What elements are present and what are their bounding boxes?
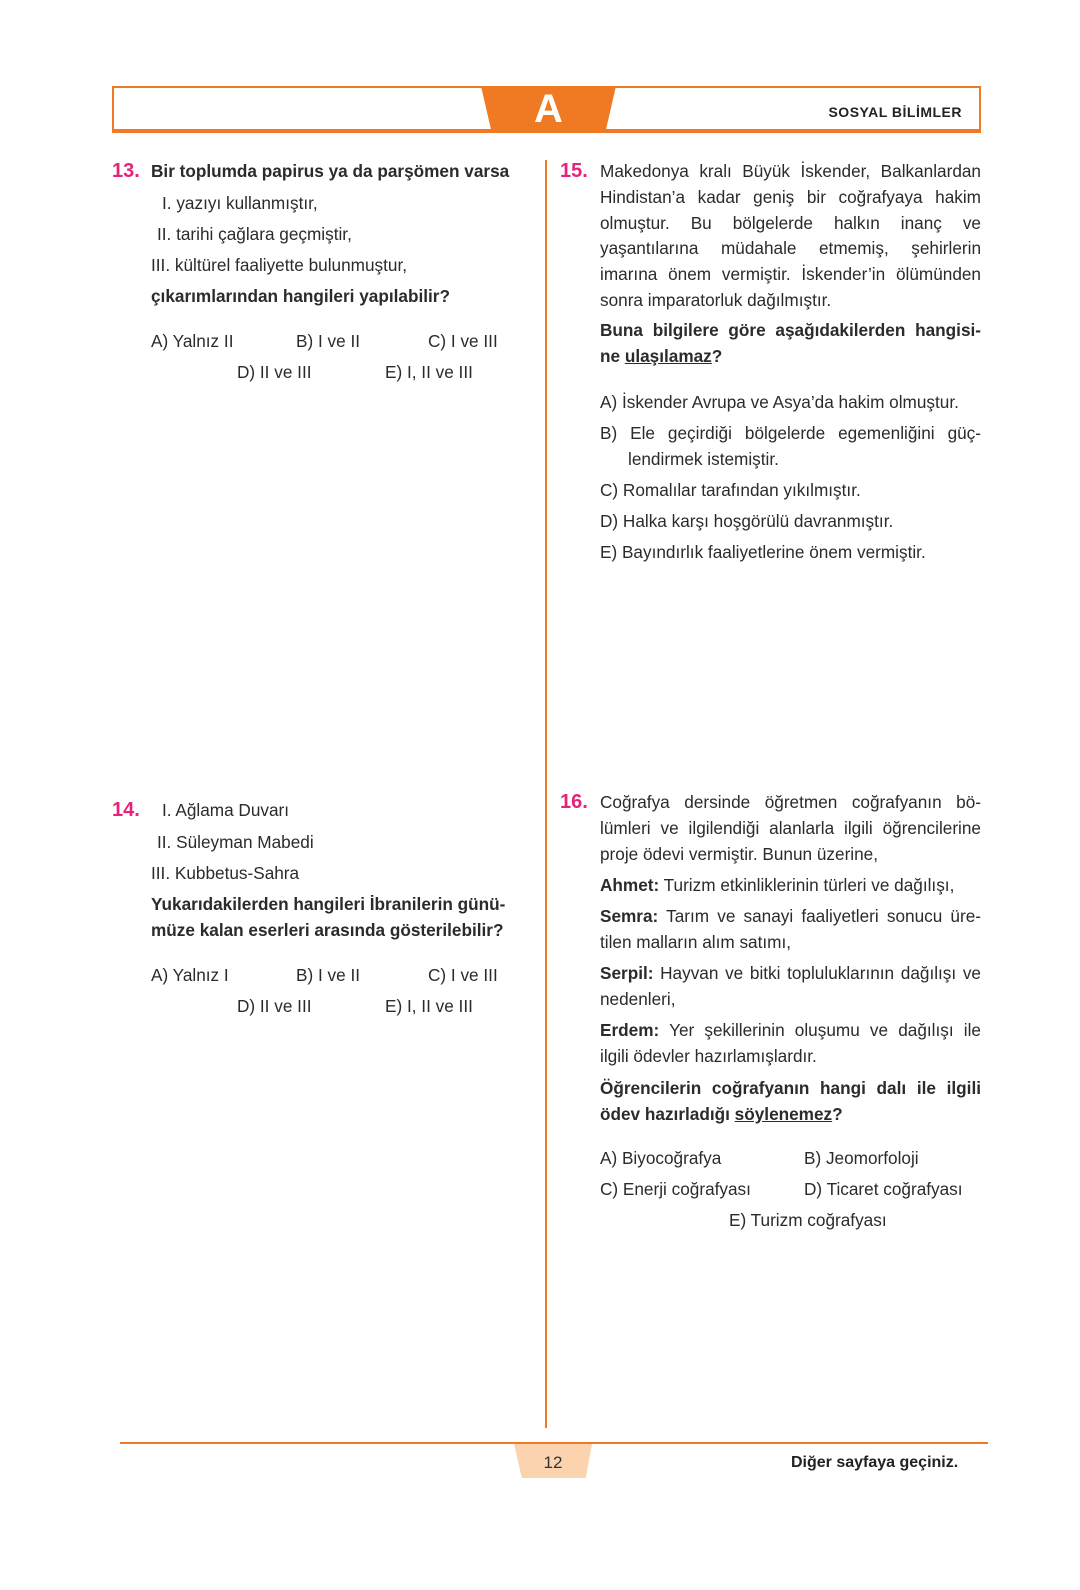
intro-line: lümleri ve ilgilendiği alanlarla ilgili öğrencilerine (600, 817, 981, 838)
option-a[interactable]: A) Yalnız I (151, 965, 229, 985)
option-e[interactable]: E) Turizm coğrafyası (729, 1210, 887, 1230)
option-b[interactable] (600, 421, 981, 473)
option-e[interactable]: E) Bayındırlık faaliyetlerine önem vermiştir. (600, 542, 926, 562)
option-e[interactable]: E) I, II ve III (385, 362, 473, 382)
option-b[interactable]: B) Jeomorfoloji (804, 1148, 919, 1168)
student-topic: Hayvan ve bitki topluluklarının dağılışı ve (653, 963, 981, 983)
student-semra (600, 904, 981, 956)
prompt-text: ? (711, 345, 723, 366)
student-line: nedenleri, (600, 988, 676, 1009)
student-line (600, 1018, 981, 1044)
student-line: tilen malların alım satımı, (600, 931, 792, 952)
student-name: Ahmet: (600, 875, 660, 895)
statement-item: II. tarihi çağlara geçmiştir, (157, 224, 352, 244)
option-c[interactable]: C) I ve III (428, 331, 498, 351)
option-a[interactable]: A) Biyocoğrafya (600, 1148, 722, 1168)
passage-line: olmuştur. Bu bölgelerde halkın inanç ve (600, 212, 981, 233)
option-b-line1: B) Ele geçirdiği bölgelerde egemenliğini güç- (600, 423, 981, 443)
option-d[interactable]: D) II ve III (237, 996, 312, 1016)
question-passage (600, 159, 981, 314)
student-ahmet (600, 873, 954, 899)
student-line: ilgili ödevler hazırlamışlardır. (600, 1045, 817, 1066)
question-number: 13. (112, 160, 140, 182)
student-erdem (600, 1018, 981, 1070)
question-number: 15. (560, 160, 588, 182)
option-e[interactable]: E) I, II ve III (385, 996, 473, 1016)
prompt-text: ödev hazırladığı (600, 1103, 735, 1124)
question-stem: Bir toplumda papirus ya da parşömen varsa (151, 161, 510, 181)
option-c[interactable]: C) Romalılar tarafından yıkılmıştır. (600, 480, 861, 500)
emphasis-word: söylenemez (734, 1103, 833, 1124)
prompt-text: ne (600, 345, 625, 366)
question-number: 14. (112, 799, 140, 821)
passage-line: Makedonya kralı Büyük İskender, Balkanlardan (600, 161, 981, 181)
page-number: 12 (543, 1453, 563, 1472)
question-prompt (600, 318, 981, 370)
statement-item: II. Süleyman Mabedi (157, 832, 314, 852)
prompt-line: Buna bilgilere göre aşağıdakilerden hangisi- (600, 320, 981, 340)
prompt-text: ? (832, 1103, 843, 1124)
student-topic: Yer şekillerinin oluşumu ve dağılışı ile (659, 1020, 981, 1040)
question-prompt (600, 1076, 981, 1128)
option-c[interactable]: C) I ve III (428, 965, 498, 985)
booklet-letter: A (534, 87, 563, 131)
question-prompt: çıkarımlarından hangileri yapılabilir? (151, 286, 450, 306)
option-d[interactable]: D) Ticaret coğrafyası (804, 1179, 963, 1199)
intro-line: proje ödevi vermiştir. Bunun üzerine, (600, 843, 879, 864)
option-d[interactable]: D) Halka karşı hoşgörülü davranmıştır. (600, 511, 894, 531)
student-line (600, 904, 981, 930)
student-line (600, 961, 981, 987)
student-serpil (600, 961, 981, 1013)
passage-line: yaşantılarına müdahale etmemiş, şehirlerin (600, 238, 981, 259)
prompt-line: Öğrencilerin coğrafyanın hangi dalı ile ilgili (600, 1078, 981, 1098)
student-topic: Turizm etkinliklerinin türleri ve dağılışı, (659, 875, 955, 895)
next-page-note: Diğer sayfaya geçiniz. (791, 1454, 959, 1471)
student-name: Serpil: (600, 963, 654, 983)
question-prompt-line2: müze kalan eserleri arasında gösterilebilir? (151, 920, 504, 940)
intro-line: Coğrafya dersinde öğretmen coğrafyanın bö- (600, 792, 981, 812)
question-prompt-line1: Yukarıdakilerden hangileri İbranilerin günü- (151, 894, 506, 914)
option-c[interactable]: C) Enerji coğrafyası (600, 1179, 751, 1199)
question-intro (600, 790, 981, 867)
passage-line: Hindistan’a kadar geniş bir coğrafyaya hakim (600, 186, 981, 207)
statement-item: III. Kubbetus-Sahra (151, 863, 300, 883)
passage-line: sonra imparatorluk dağılmıştır. (600, 289, 832, 310)
subject-title: SOSYAL BİLİMLER (828, 104, 962, 120)
student-topic: Tarım ve sanayi faaliyetleri sonucu üre- (658, 906, 981, 926)
statement-item: I. yazıyı kullanmıştır, (162, 193, 318, 213)
student-name: Semra: (600, 906, 659, 926)
prompt-line (600, 1102, 981, 1128)
passage-line: imarına önem vermiştir. İskender’in ölümünden (600, 264, 981, 285)
emphasis-word: ulaşılamaz (624, 345, 712, 366)
statement-item: III. kültürel faaliyette bulunmuştur, (151, 255, 408, 275)
option-b[interactable]: B) I ve II (296, 331, 360, 351)
question-number: 16. (560, 791, 588, 813)
option-a[interactable]: A) Yalnız II (151, 331, 234, 351)
option-a[interactable]: A) İskender Avrupa ve Asya’da hakim olmuştur. (600, 392, 959, 412)
prompt-line (600, 344, 981, 370)
option-b-line2: lendirmek istemiştir. (628, 448, 779, 469)
option-b[interactable]: B) I ve II (296, 965, 360, 985)
column-divider (545, 160, 547, 1428)
statement-item: I. Ağlama Duvarı (162, 800, 290, 820)
option-d[interactable]: D) II ve III (237, 362, 312, 382)
student-name: Erdem: (600, 1020, 660, 1040)
